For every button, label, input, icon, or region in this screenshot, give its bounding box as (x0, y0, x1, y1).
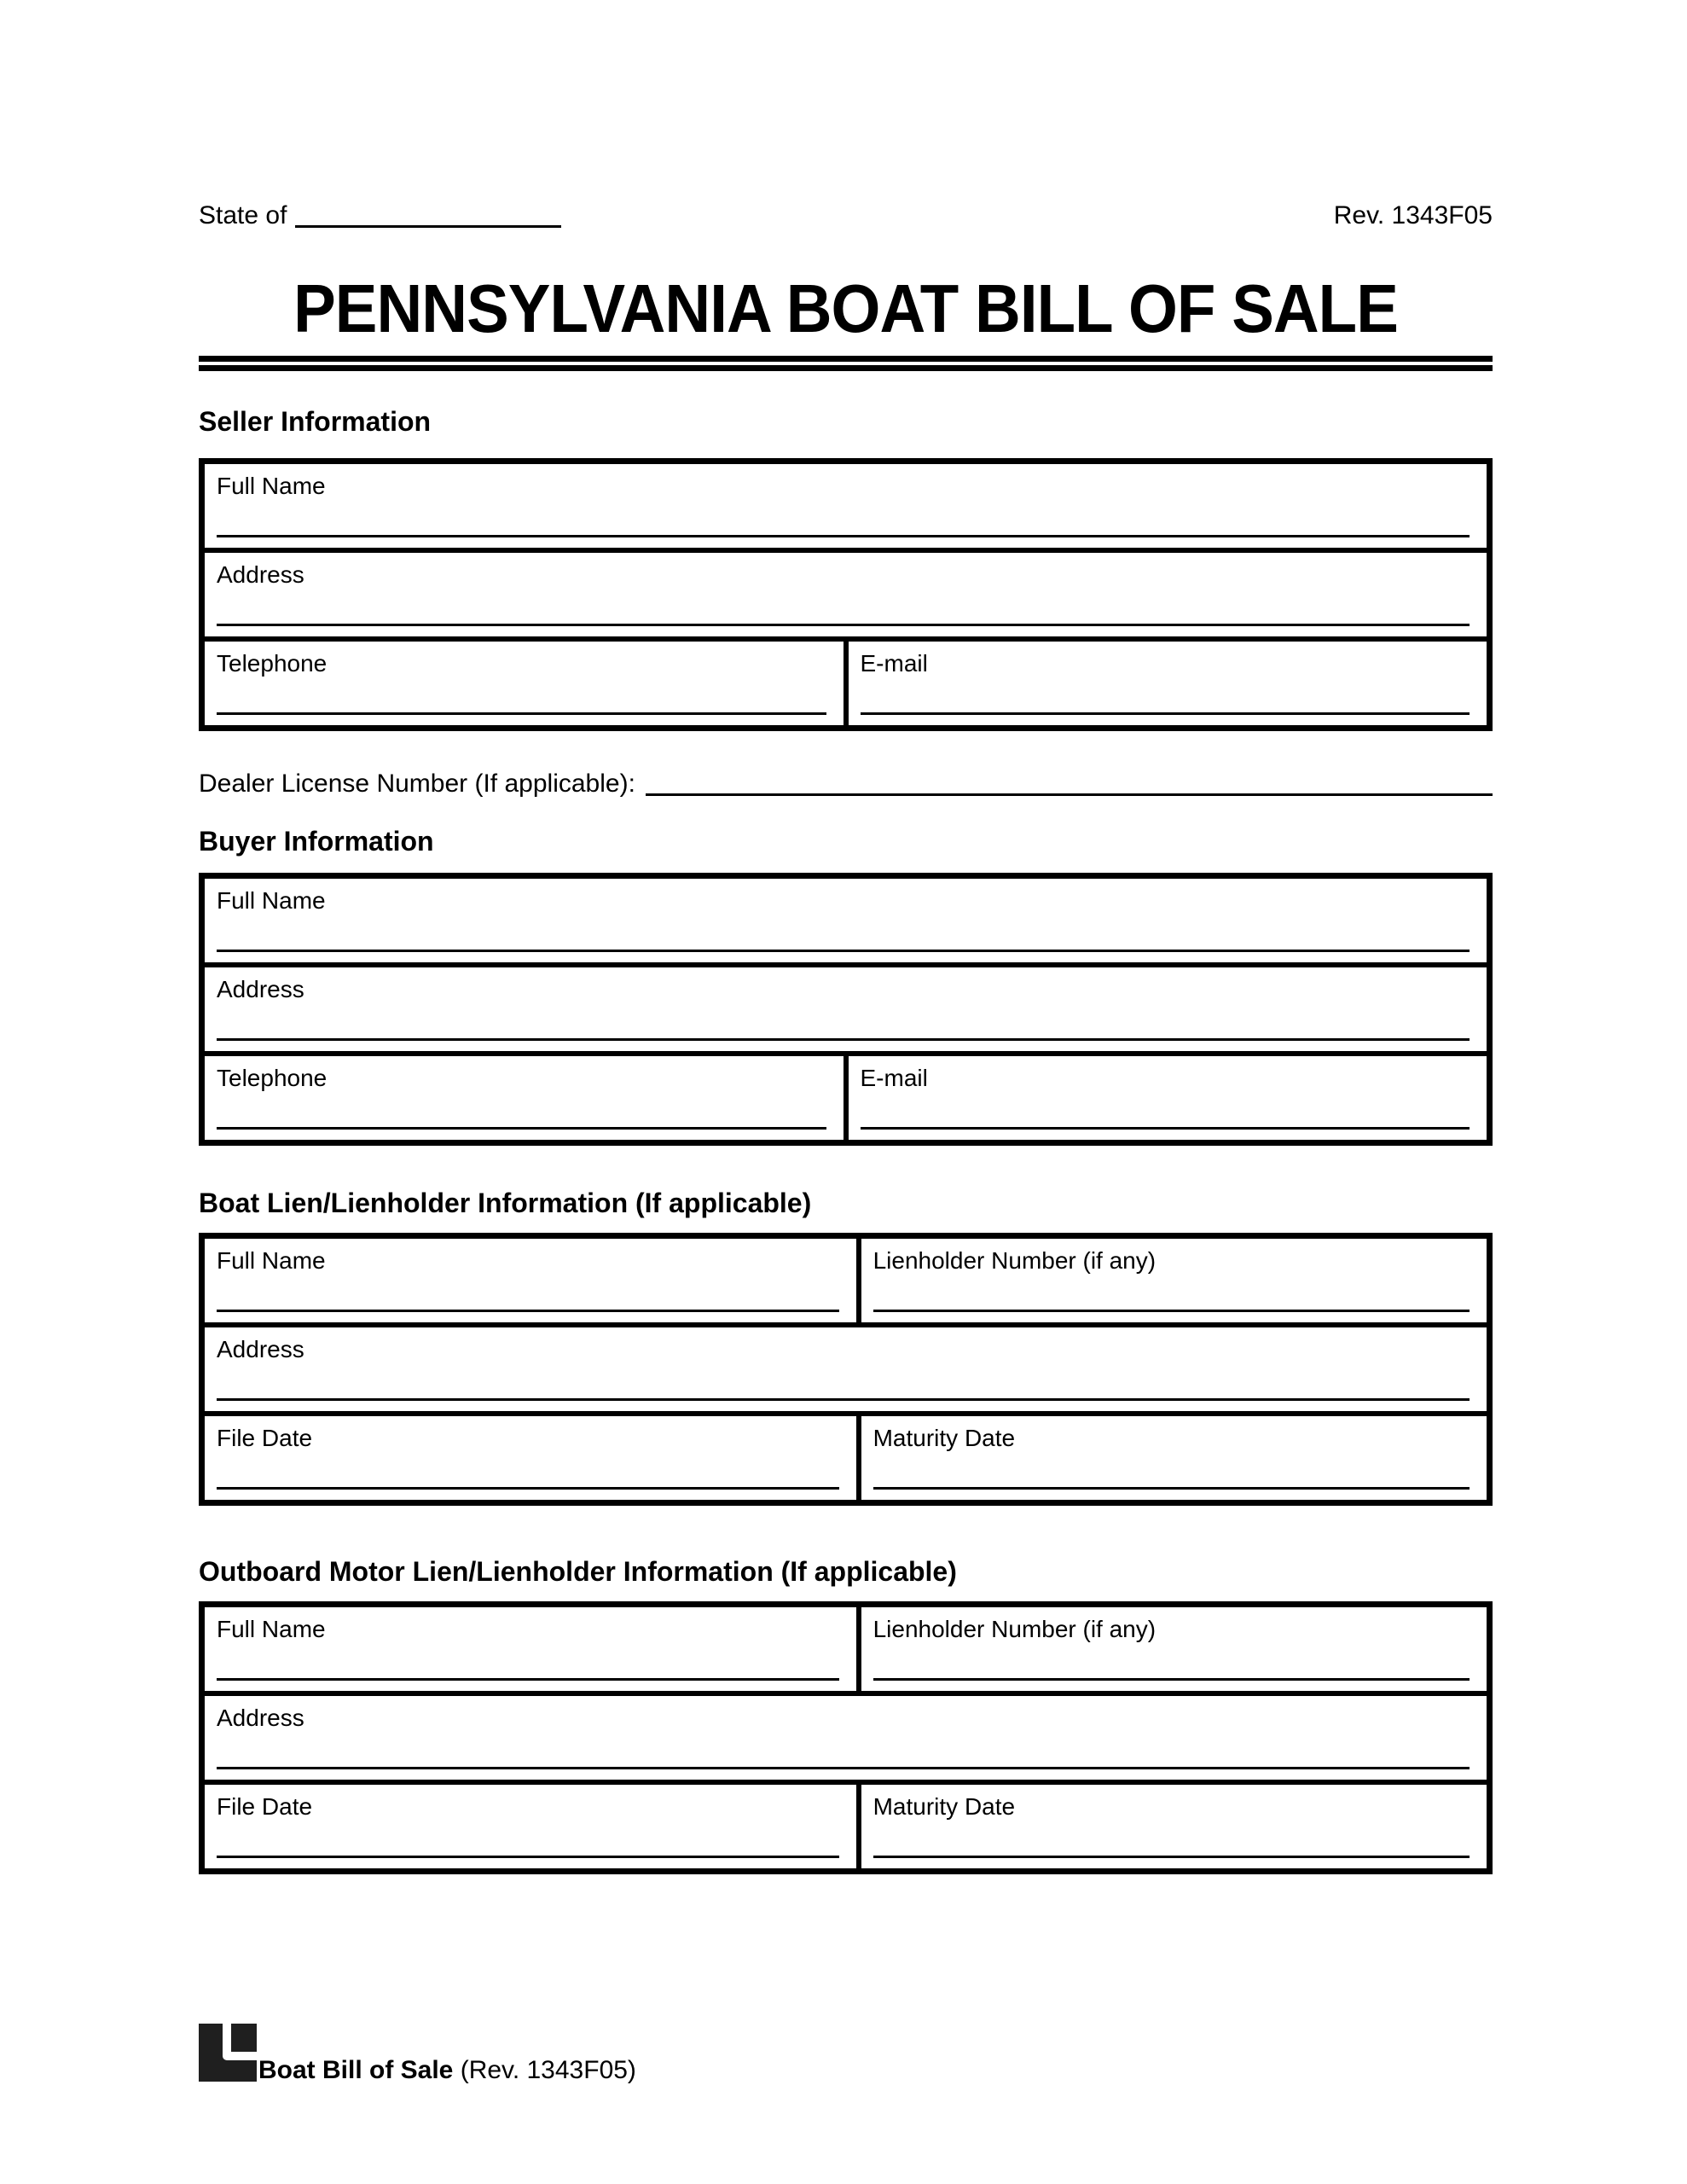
boat-lien-maturity-date-input-line[interactable] (873, 1487, 1470, 1490)
boat-lien-section-heading: Boat Lien/Lienholder Information (If applicable) (199, 1188, 812, 1218)
document-footer (199, 2024, 1493, 2082)
boat-lien-file-date-cell (202, 1414, 859, 1503)
table-row (202, 639, 1490, 729)
boat-lien-address-cell (202, 1325, 1490, 1414)
buyer-address-cell (202, 965, 1490, 1054)
revision-number: Rev. 1343F05 (1333, 201, 1493, 229)
file-date-label: File Date (217, 1425, 313, 1451)
boat-lien-maturity-date-cell (859, 1414, 1490, 1503)
outboard-lien-file-date-input-line[interactable] (217, 1856, 839, 1858)
boat-lien-full-name-cell (202, 1236, 859, 1326)
boat-lien-number-input-line[interactable] (873, 1310, 1470, 1312)
outboard-lien-address-input-line[interactable] (217, 1767, 1470, 1769)
table-row (202, 550, 1490, 639)
dealer-license-field (199, 768, 1493, 799)
buyer-telephone-input-line[interactable] (217, 1127, 826, 1130)
address-label: Address (217, 561, 304, 588)
footer-doc-name: Boat Bill of Sale (258, 2056, 454, 2084)
buyer-email-input-line[interactable] (861, 1127, 1470, 1130)
table-row (202, 876, 1490, 966)
boat-lien-address-input-line[interactable] (217, 1398, 1470, 1401)
email-label: E-mail (860, 1065, 928, 1091)
outboard-lien-full-name-input-line[interactable] (217, 1678, 839, 1681)
outboard-lien-number-cell (859, 1605, 1490, 1694)
lienholder-number-label: Lienholder Number (if any) (872, 1616, 1157, 1642)
email-label: E-mail (860, 650, 928, 677)
state-of-field (199, 200, 561, 230)
boat-lien-file-date-input-line[interactable] (217, 1487, 839, 1490)
full-name-label: Full Name (217, 1247, 326, 1274)
full-name-label: Full Name (217, 887, 326, 914)
address-label: Address (217, 1705, 304, 1731)
table-row (202, 965, 1490, 1054)
buyer-email-cell (846, 1054, 1490, 1143)
maturity-date-label: Maturity Date (872, 1425, 1016, 1451)
buyer-info-table (199, 873, 1493, 1146)
seller-address-cell (202, 550, 1490, 639)
outboard-lien-full-name-cell (202, 1605, 859, 1694)
address-label: Address (217, 1336, 304, 1362)
dealer-license-label: Dealer License Number (If applicable): (199, 770, 635, 798)
outboard-lien-section-heading: Outboard Motor Lien/Lienholder Information (If applicable) (199, 1556, 957, 1587)
buyer-section-heading: Buyer Information (199, 826, 434, 857)
maturity-date-label: Maturity Date (872, 1793, 1016, 1820)
table-row (202, 1693, 1490, 1782)
outboard-lien-maturity-date-cell (859, 1782, 1490, 1872)
state-of-label: State of (199, 201, 287, 229)
table-row (202, 1054, 1490, 1143)
lienholder-number-label: Lienholder Number (if any) (872, 1247, 1157, 1274)
address-label: Address (217, 976, 304, 1002)
buyer-address-input-line[interactable] (217, 1038, 1470, 1041)
full-name-label: Full Name (217, 473, 326, 499)
seller-telephone-input-line[interactable] (217, 712, 826, 715)
seller-section-heading: Seller Information (199, 406, 432, 437)
buyer-full-name-cell (202, 876, 1490, 966)
state-of-input-line[interactable] (295, 200, 561, 228)
full-name-label: Full Name (217, 1616, 326, 1642)
outboard-lien-number-input-line[interactable] (873, 1678, 1470, 1681)
dealer-license-input-line[interactable] (646, 768, 1493, 796)
table-row (202, 1605, 1490, 1694)
table-row (202, 1325, 1490, 1414)
title-divider-rule (199, 356, 1493, 371)
outboard-lien-address-cell (202, 1693, 1490, 1782)
outboard-lien-file-date-cell (202, 1782, 859, 1872)
seller-full-name-cell (202, 462, 1490, 551)
outboard-lien-table (199, 1601, 1493, 1874)
footer-doc-title (258, 2056, 636, 2085)
seller-email-input-line[interactable] (861, 712, 1470, 715)
seller-telephone-cell (202, 639, 846, 729)
seller-email-cell (846, 639, 1490, 729)
boat-lien-table (199, 1233, 1493, 1506)
page-title: PENNSYLVANIA BOAT BILL OF SALE (293, 270, 1398, 346)
table-row (202, 462, 1490, 551)
seller-info-table (199, 458, 1493, 731)
table-row (202, 1414, 1490, 1503)
file-date-label: File Date (217, 1793, 313, 1820)
legal-templates-logo-icon (199, 2024, 257, 2082)
seller-address-input-line[interactable] (217, 624, 1470, 626)
boat-lien-number-cell (859, 1236, 1490, 1326)
document-header-row (199, 200, 1493, 230)
buyer-full-name-input-line[interactable] (217, 950, 1470, 952)
seller-full-name-input-line[interactable] (217, 535, 1470, 537)
telephone-label: Telephone (217, 1065, 328, 1091)
table-row (202, 1236, 1490, 1326)
buyer-telephone-cell (202, 1054, 846, 1143)
boat-lien-full-name-input-line[interactable] (217, 1310, 839, 1312)
outboard-lien-maturity-date-input-line[interactable] (873, 1856, 1470, 1858)
footer-doc-rev: (Rev. 1343F05) (460, 2056, 636, 2084)
table-row (202, 1782, 1490, 1872)
telephone-label: Telephone (217, 650, 328, 677)
